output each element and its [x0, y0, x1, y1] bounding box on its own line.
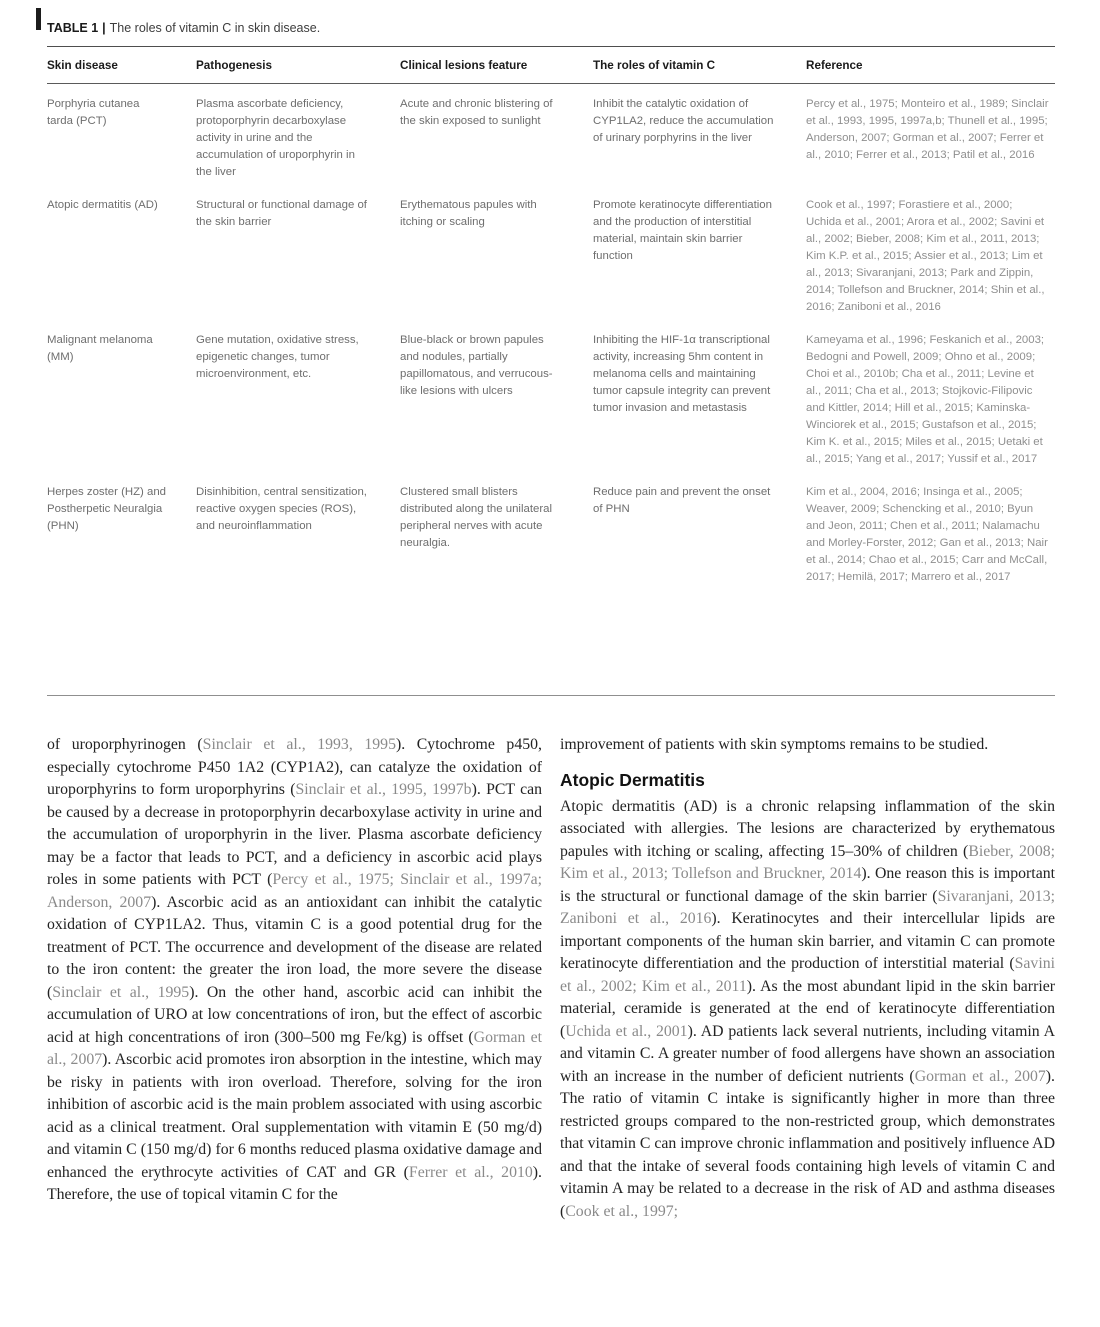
column-header-4: The roles of vitamin C	[593, 59, 716, 72]
table-header-row	[47, 47, 1055, 83]
cell-clinical-lesions: Clustered small blisters distributed along the unilateral peripheral nerves with acute neuralgia.	[400, 486, 552, 549]
text-run: ). Keratinocytes and their intercellular lipids are important components of the human skin barrier, and vitamin C can promote keratinocyte differentiation and the production of interstitial material (	[560, 910, 1055, 972]
cell-roles: Inhibit the catalytic oxidation of CYP1LA2, reduce the accumulation of urinary porphyrins in the liver	[593, 98, 774, 144]
cell-clinical-lesions: Acute and chronic blistering of the skin exposed to sunlight	[400, 98, 553, 127]
paragraph	[560, 796, 1055, 1224]
column-header-3: Clinical lesions feature	[400, 59, 528, 72]
citation-link[interactable]: Gorman et al., 2007	[914, 1067, 1046, 1085]
text-run: ). The ratio of vitamin C intake is significantly higher in more than three restricted groups compared to the non-restricted group, which demonstrates that vitamin C can improve chronic inflammation and positively influence AD and that the intake of several foods containing high levels of vitamin C and vitamin A may be related to a decrease in the risk of AD and asthma diseases (	[560, 1067, 1055, 1220]
cell-skin-disease: Herpes zoster (HZ) and Postherpetic Neuralgia (PHN)	[47, 486, 167, 532]
citation-link[interactable]: Sinclair et al., 1995, 1997b	[295, 781, 472, 798]
table-caption-text: The roles of vitamin C in skin disease.	[109, 21, 321, 35]
cell-clinical-lesions: Blue-black or brown papules and nodules, partially papillomatous, and verrucous-like lesions with ulcers	[400, 334, 553, 397]
text-run: of uroporphyrinogen (	[47, 736, 203, 753]
column-header-2: Pathogenesis	[196, 59, 272, 72]
citation-link[interactable]: Uchida et al., 2001	[565, 1022, 688, 1040]
citation-link[interactable]: Gorman et al., 2007	[47, 1028, 542, 1068]
text-run: ). As the most abundant lipid in the skin barrier material, ceramide is generated at the end of keratinocyte differentiation (	[560, 977, 1055, 1040]
citation-link[interactable]: Ferrer et al., 2010	[408, 1163, 533, 1181]
table-caption-separator: |	[102, 21, 106, 35]
cell-reference[interactable]: Kameyama et al., 1996; Feskanich et al., 2003; Bedogni and Powell, 2009; Ohno et al., 2009; Choi et al., 2010b; Cha et al., 2011; Levine et al., 2011; Cha et al., 2013; Stojkovic-Filipovic and Kittler, 2014; Hill et al., 2015; Kaminska-Winciorek et al., 2015; Gustafson et al., 2015; Kim K. et al., 2015; Miles et al., 2015; Uetaki et al., 2015; Yang et al., 2017; Yussif et al., 2017	[806, 334, 1045, 465]
cell-reference[interactable]: Cook et al., 1997; Forastiere et al., 2000; Uchida et al., 2001; Arora et al., 2002; Savini et al., 2002; Bieber, 2008; Kim et al., 2011, 2013; Kim K.P. et al., 2015; Assier et al., 2013; Lim et al., 2013; Sivaranjani, 2013; Park and Zippin, 2014; Tollefson and Bruckner, 2014; Shin et al., 2016; Zaniboni et al., 2016	[806, 199, 1045, 313]
table-body	[47, 84, 1055, 586]
table-row	[47, 96, 1055, 181]
text-column-left	[47, 734, 542, 1327]
text-run: ). AD patients lack several nutrients, including vitamin A and vitamin C. A greater number of food allergens have shown an association with an increase in the number of deficient nutrients (	[560, 1022, 1055, 1085]
cell-skin-disease: Malignant melanoma (MM)	[47, 334, 153, 363]
text-run: ). PCT can be caused by a decrease in protoporphyrin decarboxylase activity in urine and the accumulation of uroporphyrin in the liver. Plasma ascorbate deficiency may be a factor that leads to PCT, and a deficiency in ascorbic acid plays roles in some patients with PCT (	[47, 781, 542, 888]
table-row	[47, 484, 1055, 586]
cell-roles: Inhibiting the HIF-1α transcriptional activity, increasing 5hm content in melanoma cells and maintaining tumor capsule integrity can prevent tumor invasion and metastasis	[593, 334, 771, 414]
table-label: TABLE 1	[47, 21, 99, 35]
table-row	[47, 197, 1055, 316]
paragraph	[47, 734, 542, 1207]
cell-pathogenesis: Gene mutation, oxidative stress, epigenetic changes, tumor microenvironment, etc.	[196, 334, 359, 380]
text-run: ). Ascorbic acid as an antioxidant can inhibit the catalytic oxidation of CYP1LA2. Thus, vitamin C is a good potential drug for the treatment of PCT. The occurrence and development of the disease are related to the iron content: the greater the iron load, the more severe the disease (	[47, 893, 542, 1001]
citation-link[interactable]: Savini et al., 2002; Kim et al., 2011	[560, 955, 1055, 995]
text-run: ). Therefore, the use of topical vitamin C for the	[47, 1163, 542, 1203]
article-body	[47, 734, 1055, 1327]
paragraph	[560, 734, 1055, 757]
column-header-1: Skin disease	[47, 59, 118, 72]
citation-link[interactable]: Bieber, 2008; Kim et al., 2013; Tollefson and Bruckner, 2014	[560, 842, 1055, 882]
citation-link[interactable]: Sinclair et al., 1995	[52, 983, 190, 1001]
cell-pathogenesis: Plasma ascorbate deficiency, protoporphyrin decarboxylase activity in urine and the accumulation of uroporphyrin in the liver	[196, 98, 355, 178]
text-run: improvement of patients with skin symptoms remains to be studied.	[560, 736, 989, 753]
text-run: ). One reason this is important is the structural or functional damage of the skin barrier (	[560, 865, 1055, 905]
cell-pathogenesis: Structural or functional damage of the skin barrier	[196, 199, 367, 228]
cell-skin-disease: Porphyria cutanea tarda (PCT)	[47, 98, 140, 127]
section-heading: Atopic Dermatitis	[560, 769, 705, 790]
cell-skin-disease: Atopic dermatitis (AD)	[47, 199, 158, 211]
table-1-section	[47, 0, 1055, 697]
text-column-right	[560, 734, 1055, 1327]
cell-reference[interactable]: Kim et al., 2004, 2016; Insinga et al., 2005; Weaver, 2009; Schencking et al., 2010; Byun and Jeon, 2011; Chen et al., 2011; Nalamachu and Morley-Forster, 2012; Gan et al., 2013; Nair et al., 2014; Chao et al., 2015; Carr and McCall, 2017; Hemilä, 2017; Marrero et al., 2017	[806, 486, 1048, 583]
cell-reference[interactable]: Percy et al., 1975; Monteiro et al., 1989; Sinclair et al., 1993, 1995, 1997a,b; Thunell et al., 1995; Anderson, 2007; Gorman et al., 2007; Ferrer et al., 2010; Ferrer et al., 2013; Patil et al., 2016	[806, 98, 1049, 161]
table-row	[47, 332, 1055, 468]
table-caption	[47, 0, 1055, 36]
column-header-5: Reference	[806, 59, 863, 72]
text-run: ). Ascorbic acid promotes iron absorption in the intestine, which may be risky in patients with iron overload. Therefore, solving for the iron inhibition of ascorbic acid is the main problem associated with using ascorbic acid as a clinical treatment. Oral supplementation with vitamin E (50 mg/d) and vitamin C (150 mg/d) for 6 months reduced plasma oxidative damage and enhanced the erythrocyte activities of CAT and GR (	[47, 1051, 542, 1181]
citation-link[interactable]: Percy et al., 1975; Sinclair et al., 1997a; Anderson, 2007	[47, 871, 542, 911]
citation-link[interactable]: Cook et al., 1997;	[565, 1202, 679, 1220]
citation-link[interactable]: Sinclair et al., 1993, 1995	[202, 736, 396, 753]
text-run: ). On the other hand, ascorbic acid can inhibit the accumulation of URO at low concentrations of iron, but the effect of ascorbic acid at high concentrations of iron (300–500 mg Fe/kg) is offset (	[47, 983, 542, 1046]
text-run: Atopic dermatitis (AD) is a chronic relapsing inflammation of the skin associated with allergies. The lesions are characterized by erythematous papules with itching or scaling, affecting 15–30% of children (	[560, 797, 1055, 860]
cell-pathogenesis: Disinhibition, central sensitization, reactive oxygen species (ROS), and neuroinflammation	[196, 486, 367, 532]
cell-roles: Reduce pain and prevent the onset of PHN	[593, 486, 771, 515]
table-bottom-rule	[47, 695, 1055, 696]
text-run: ). Cytochrome p450, especially cytochrome P450 1A2 (CYP1A2), can catalyze the oxidation of uroporphyrins to form uroporphyrins (	[47, 736, 542, 798]
cell-clinical-lesions: Erythematous papules with itching or scaling	[400, 199, 537, 228]
margin-mark	[36, 8, 41, 30]
cell-roles: Promote keratinocyte differentiation and the production of interstitial material, maintain skin barrier function	[593, 199, 772, 262]
citation-link[interactable]: Sivaranjani, 2013; Zaniboni et al., 2016	[560, 887, 1055, 927]
